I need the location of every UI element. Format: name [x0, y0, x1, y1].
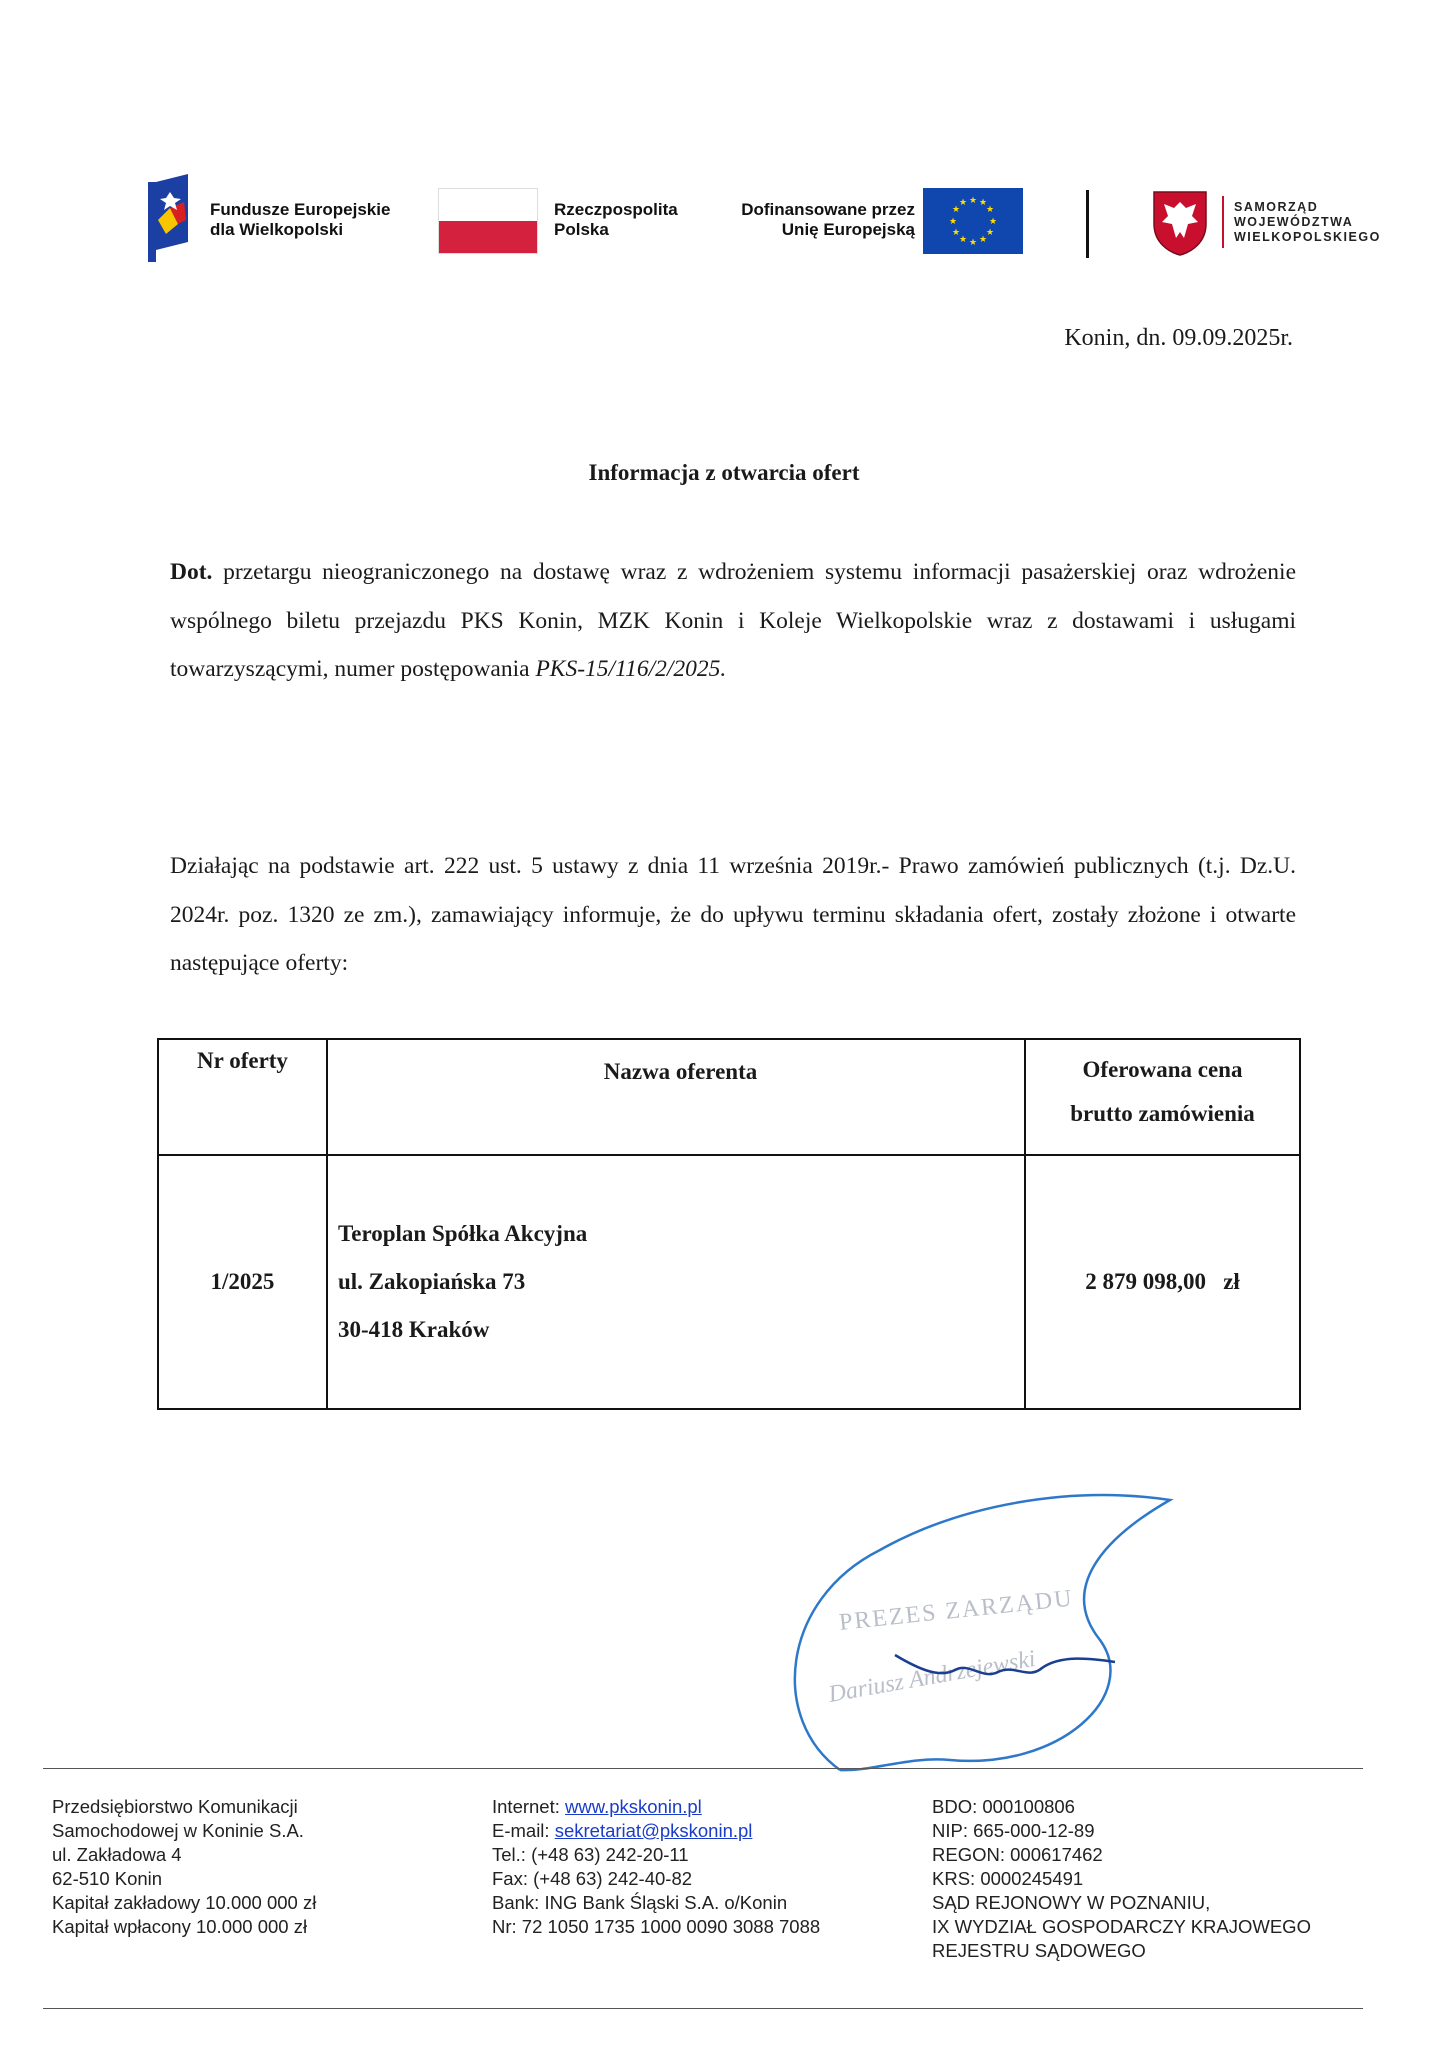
svg-text:★: ★ [951, 205, 961, 215]
footer-email [492, 1819, 922, 1843]
svg-text:★: ★ [978, 198, 988, 208]
svg-text:★: ★ [988, 217, 998, 227]
offer-price-value: 2 879 098,00 zł [1085, 1269, 1240, 1294]
footer-internet [492, 1795, 922, 1819]
email-label: E-mail: [492, 1820, 555, 1841]
header-price-line-2: brutto zamówienia [1070, 1101, 1255, 1126]
footer-contact-line: Bank: ING Bank Śląski S.A. o/Konin [492, 1892, 788, 1913]
footer-registry-line: BDO: 000100806 [932, 1796, 1075, 1817]
svg-text:★: ★ [968, 196, 978, 206]
header-name: Nazwa oferenta [327, 1039, 1025, 1155]
footer-company-line: Przedsiębiorstwo Komunikacji [52, 1796, 298, 1817]
website-link[interactable]: www.pkskonin.pl [565, 1796, 702, 1817]
stamp-line-2: Dariusz Andrzejewski [826, 1645, 1038, 1708]
table-row [158, 1155, 1300, 1409]
svg-text:★: ★ [951, 228, 961, 238]
svg-text:★: ★ [958, 198, 968, 208]
footer-registry-line: IX WYDZIAŁ GOSPODARCZY KRAJOWEGO [932, 1916, 1311, 1937]
stamp-line-1: PREZES ZARZĄDU [837, 1585, 1075, 1636]
svg-text:★: ★ [948, 217, 958, 227]
logo-rzeczpospolita [438, 188, 698, 258]
footer-contact-line: Fax: (+48 63) 242-40-82 [492, 1868, 693, 1889]
footer-registry [932, 1795, 1372, 1963]
footer-bottom-rule [43, 2008, 1363, 2009]
svg-text:★: ★ [978, 235, 988, 245]
footer-company-line: ul. Zakładowa 4 [52, 1844, 182, 1865]
woj-line-2: WOJEWÓDZTWA [1234, 215, 1354, 229]
offers-table [157, 1038, 1301, 1410]
footer-registry-line: REJESTRU SĄDOWEGO [932, 1940, 1146, 1961]
footer-registry-line: NIP: 665-000-12-89 [932, 1820, 1095, 1841]
svg-text:★: ★ [985, 228, 995, 238]
ue-line-1: Dofinansowane przez [741, 200, 915, 219]
footer-top-rule [43, 1768, 1363, 1769]
header-price-line-1: Oferowana cena [1082, 1057, 1243, 1082]
woj-line-3: WIELKOPOLSKIEGO [1234, 230, 1381, 244]
ue-line-2: Unię Europejską [781, 220, 915, 239]
subject-text: przetargu nieograniczonego na dostawę wraz z wdrożeniem systemu informacji pasażerskiej oraz wdrożenie wspólnego biletu przejazdu PKS Konin, MZK Konin i Koleje Wielkopolskie wraz z dostawami i usługami towarzyszącymi, numer postępowania [170, 559, 1296, 682]
logo-samorzad [1150, 188, 1400, 258]
case-number: PKS-15/116/2/2025. [535, 656, 727, 682]
fundusze-europejskie-icon [148, 172, 200, 264]
table-header-row [158, 1039, 1300, 1155]
footer-registry-line: KRS: 0000245491 [932, 1868, 1084, 1889]
subject-lead: Dot. [170, 559, 213, 585]
coat-of-arms-icon [1150, 188, 1210, 256]
polish-flag-icon [438, 188, 538, 254]
fe-line-2: dla Wielkopolski [210, 220, 344, 239]
offer-name-line-2: ul. Zakopiańska 73 [338, 1269, 526, 1294]
subject-paragraph [170, 548, 1296, 694]
document-title: Informacja z otwarcia ofert [588, 460, 860, 485]
footer-contact [492, 1795, 922, 1939]
offer-price [1025, 1155, 1300, 1409]
footer-contact-line: Tel.: (+48 63) 242-20-11 [492, 1844, 689, 1865]
date-line: Konin, dn. 09.09.2025r. [1064, 325, 1293, 351]
offer-name [327, 1155, 1025, 1409]
svg-text:★: ★ [985, 205, 995, 215]
footer-company-line: 62-510 Konin [52, 1868, 163, 1889]
header-nr: Nr oferty [158, 1039, 327, 1155]
internet-label: Internet: [492, 1796, 566, 1817]
footer-company [52, 1795, 472, 1939]
rp-line-1: Rzeczpospolita [554, 200, 678, 219]
samorzad-divider [1222, 196, 1224, 248]
footer-company-line: Kapitał zakładowy 10.000 000 zł [52, 1892, 317, 1913]
svg-text:★: ★ [968, 238, 978, 248]
email-link[interactable]: sekretariat@pkskonin.pl [554, 1820, 753, 1841]
header-separator [1086, 190, 1089, 258]
logo-fundusze-europejskie [148, 172, 438, 264]
offer-name-line-1: Teroplan Spółka Akcyjna [338, 1221, 588, 1246]
footer-registry-line: REGON: 000617462 [932, 1844, 1103, 1865]
footer-company-line: Kapitał wpłacony 10.000 000 zł [52, 1916, 308, 1937]
header-price [1025, 1039, 1300, 1155]
legal-paragraph: Działając na podstawie art. 222 ust. 5 ustawy z dnia 11 września 2019r.- Prawo zamówień publicznych (t.j. Dz.U. 2024r. poz. 1320 ze zm.), zamawiający informuje, że do upływu terminu składania ofert, zostały złożone i otwarte następujące oferty: [170, 853, 1296, 976]
footer-company-line: Samochodowej w Koninie S.A. [52, 1820, 304, 1841]
woj-line-1: SAMORZĄD [1234, 200, 1319, 214]
footer-registry-line: SĄD REJONOWY W POZNANIU, [932, 1892, 1211, 1913]
svg-text:★: ★ [958, 235, 968, 245]
offer-nr: 1/2025 [158, 1155, 327, 1409]
logo-unia-europejska [718, 188, 1023, 258]
rp-line-2: Polska [554, 220, 609, 239]
eu-flag-icon [923, 188, 1023, 254]
fe-line-1: Fundusze Europejskie [210, 200, 391, 219]
footer-contact-line: Nr: 72 1050 1735 1000 0090 3088 7088 [492, 1916, 821, 1937]
signature-stamp [770, 1480, 1190, 1780]
offer-name-line-3: 30-418 Kraków [338, 1317, 490, 1342]
